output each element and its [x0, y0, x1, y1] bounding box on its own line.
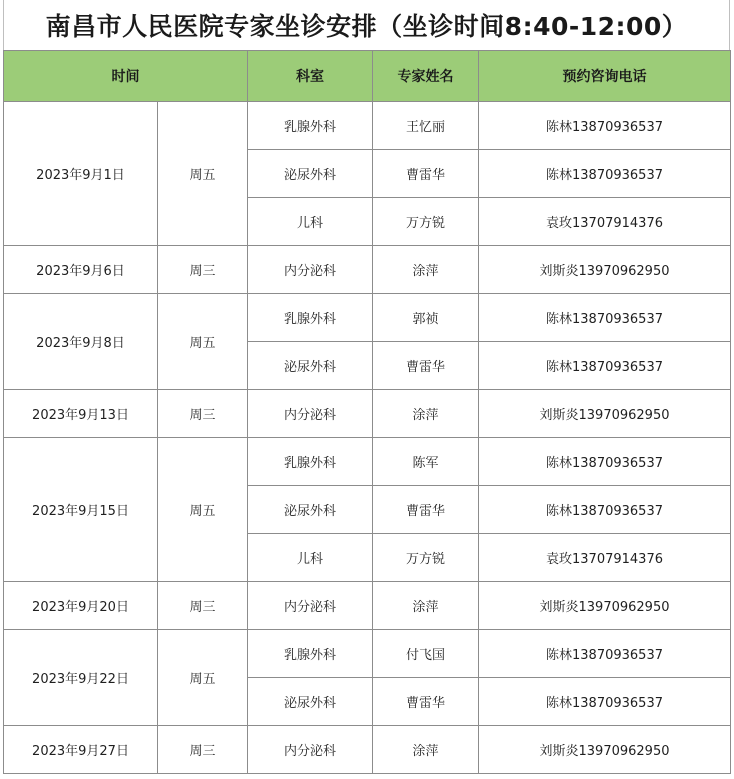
department-cell: 泌尿外科	[248, 150, 373, 198]
phone-cell: 陈林13870936537	[479, 102, 731, 150]
department-cell: 内分泌科	[248, 582, 373, 630]
department-cell: 泌尿外科	[248, 678, 373, 726]
expert-cell: 付飞国	[373, 630, 479, 678]
expert-cell: 郭祯	[373, 294, 479, 342]
phone-cell: 陈林13870936537	[479, 150, 731, 198]
phone-cell: 陈林13870936537	[479, 678, 731, 726]
page-title: 南昌市人民医院专家坐诊安排（坐诊时间8:40-12:00）	[3, 0, 730, 50]
header-phone: 预约咨询电话	[479, 51, 731, 102]
schedule-sheet	[3, 0, 730, 777]
date-cell: 2023年9月13日	[4, 390, 158, 438]
phone-cell: 刘斯炎13970962950	[479, 390, 731, 438]
schedule-body	[4, 102, 731, 774]
department-cell: 泌尿外科	[248, 486, 373, 534]
expert-cell: 曹雷华	[373, 486, 479, 534]
header-department: 科室	[248, 51, 373, 102]
weekday-cell: 周五	[158, 438, 248, 582]
header-expert: 专家姓名	[373, 51, 479, 102]
department-cell: 内分泌科	[248, 390, 373, 438]
phone-cell: 刘斯炎13970962950	[479, 246, 731, 294]
department-cell: 泌尿外科	[248, 342, 373, 390]
table-row	[4, 294, 731, 342]
table-row	[4, 726, 731, 774]
phone-cell: 陈林13870936537	[479, 294, 731, 342]
date-cell: 2023年9月8日	[4, 294, 158, 390]
weekday-cell: 周三	[158, 246, 248, 294]
expert-cell: 陈军	[373, 438, 479, 486]
weekday-cell: 周五	[158, 102, 248, 246]
expert-cell: 涂萍	[373, 246, 479, 294]
phone-cell: 陈林13870936537	[479, 342, 731, 390]
weekday-cell: 周三	[158, 726, 248, 774]
header-time: 时间	[4, 51, 248, 102]
table-row	[4, 390, 731, 438]
phone-cell: 袁玫13707914376	[479, 534, 731, 582]
table-row	[4, 246, 731, 294]
table-row	[4, 102, 731, 150]
department-cell: 乳腺外科	[248, 438, 373, 486]
table-row	[4, 630, 731, 678]
expert-cell: 涂萍	[373, 726, 479, 774]
table-row	[4, 582, 731, 630]
table-row	[4, 438, 731, 486]
expert-cell: 万方锐	[373, 198, 479, 246]
phone-cell: 刘斯炎13970962950	[479, 582, 731, 630]
date-cell: 2023年9月15日	[4, 438, 158, 582]
expert-cell: 涂萍	[373, 390, 479, 438]
weekday-cell: 周五	[158, 630, 248, 726]
expert-cell: 曹雷华	[373, 678, 479, 726]
weekday-cell: 周三	[158, 390, 248, 438]
expert-cell: 涂萍	[373, 582, 479, 630]
header-row	[4, 51, 731, 102]
date-cell: 2023年9月6日	[4, 246, 158, 294]
expert-cell: 王忆丽	[373, 102, 479, 150]
phone-cell: 陈林13870936537	[479, 630, 731, 678]
expert-cell: 曹雷华	[373, 150, 479, 198]
weekday-cell: 周三	[158, 582, 248, 630]
schedule-table	[3, 50, 731, 774]
department-cell: 乳腺外科	[248, 630, 373, 678]
weekday-cell: 周五	[158, 294, 248, 390]
department-cell: 乳腺外科	[248, 102, 373, 150]
date-cell: 2023年9月20日	[4, 582, 158, 630]
department-cell: 乳腺外科	[248, 294, 373, 342]
date-cell: 2023年9月1日	[4, 102, 158, 246]
phone-cell: 袁玫13707914376	[479, 198, 731, 246]
expert-cell: 曹雷华	[373, 342, 479, 390]
date-cell: 2023年9月27日	[4, 726, 158, 774]
department-cell: 儿科	[248, 198, 373, 246]
phone-cell: 刘斯炎13970962950	[479, 726, 731, 774]
department-cell: 儿科	[248, 534, 373, 582]
phone-cell: 陈林13870936537	[479, 486, 731, 534]
department-cell: 内分泌科	[248, 246, 373, 294]
phone-cell: 陈林13870936537	[479, 438, 731, 486]
date-cell: 2023年9月22日	[4, 630, 158, 726]
department-cell: 内分泌科	[248, 726, 373, 774]
expert-cell: 万方锐	[373, 534, 479, 582]
